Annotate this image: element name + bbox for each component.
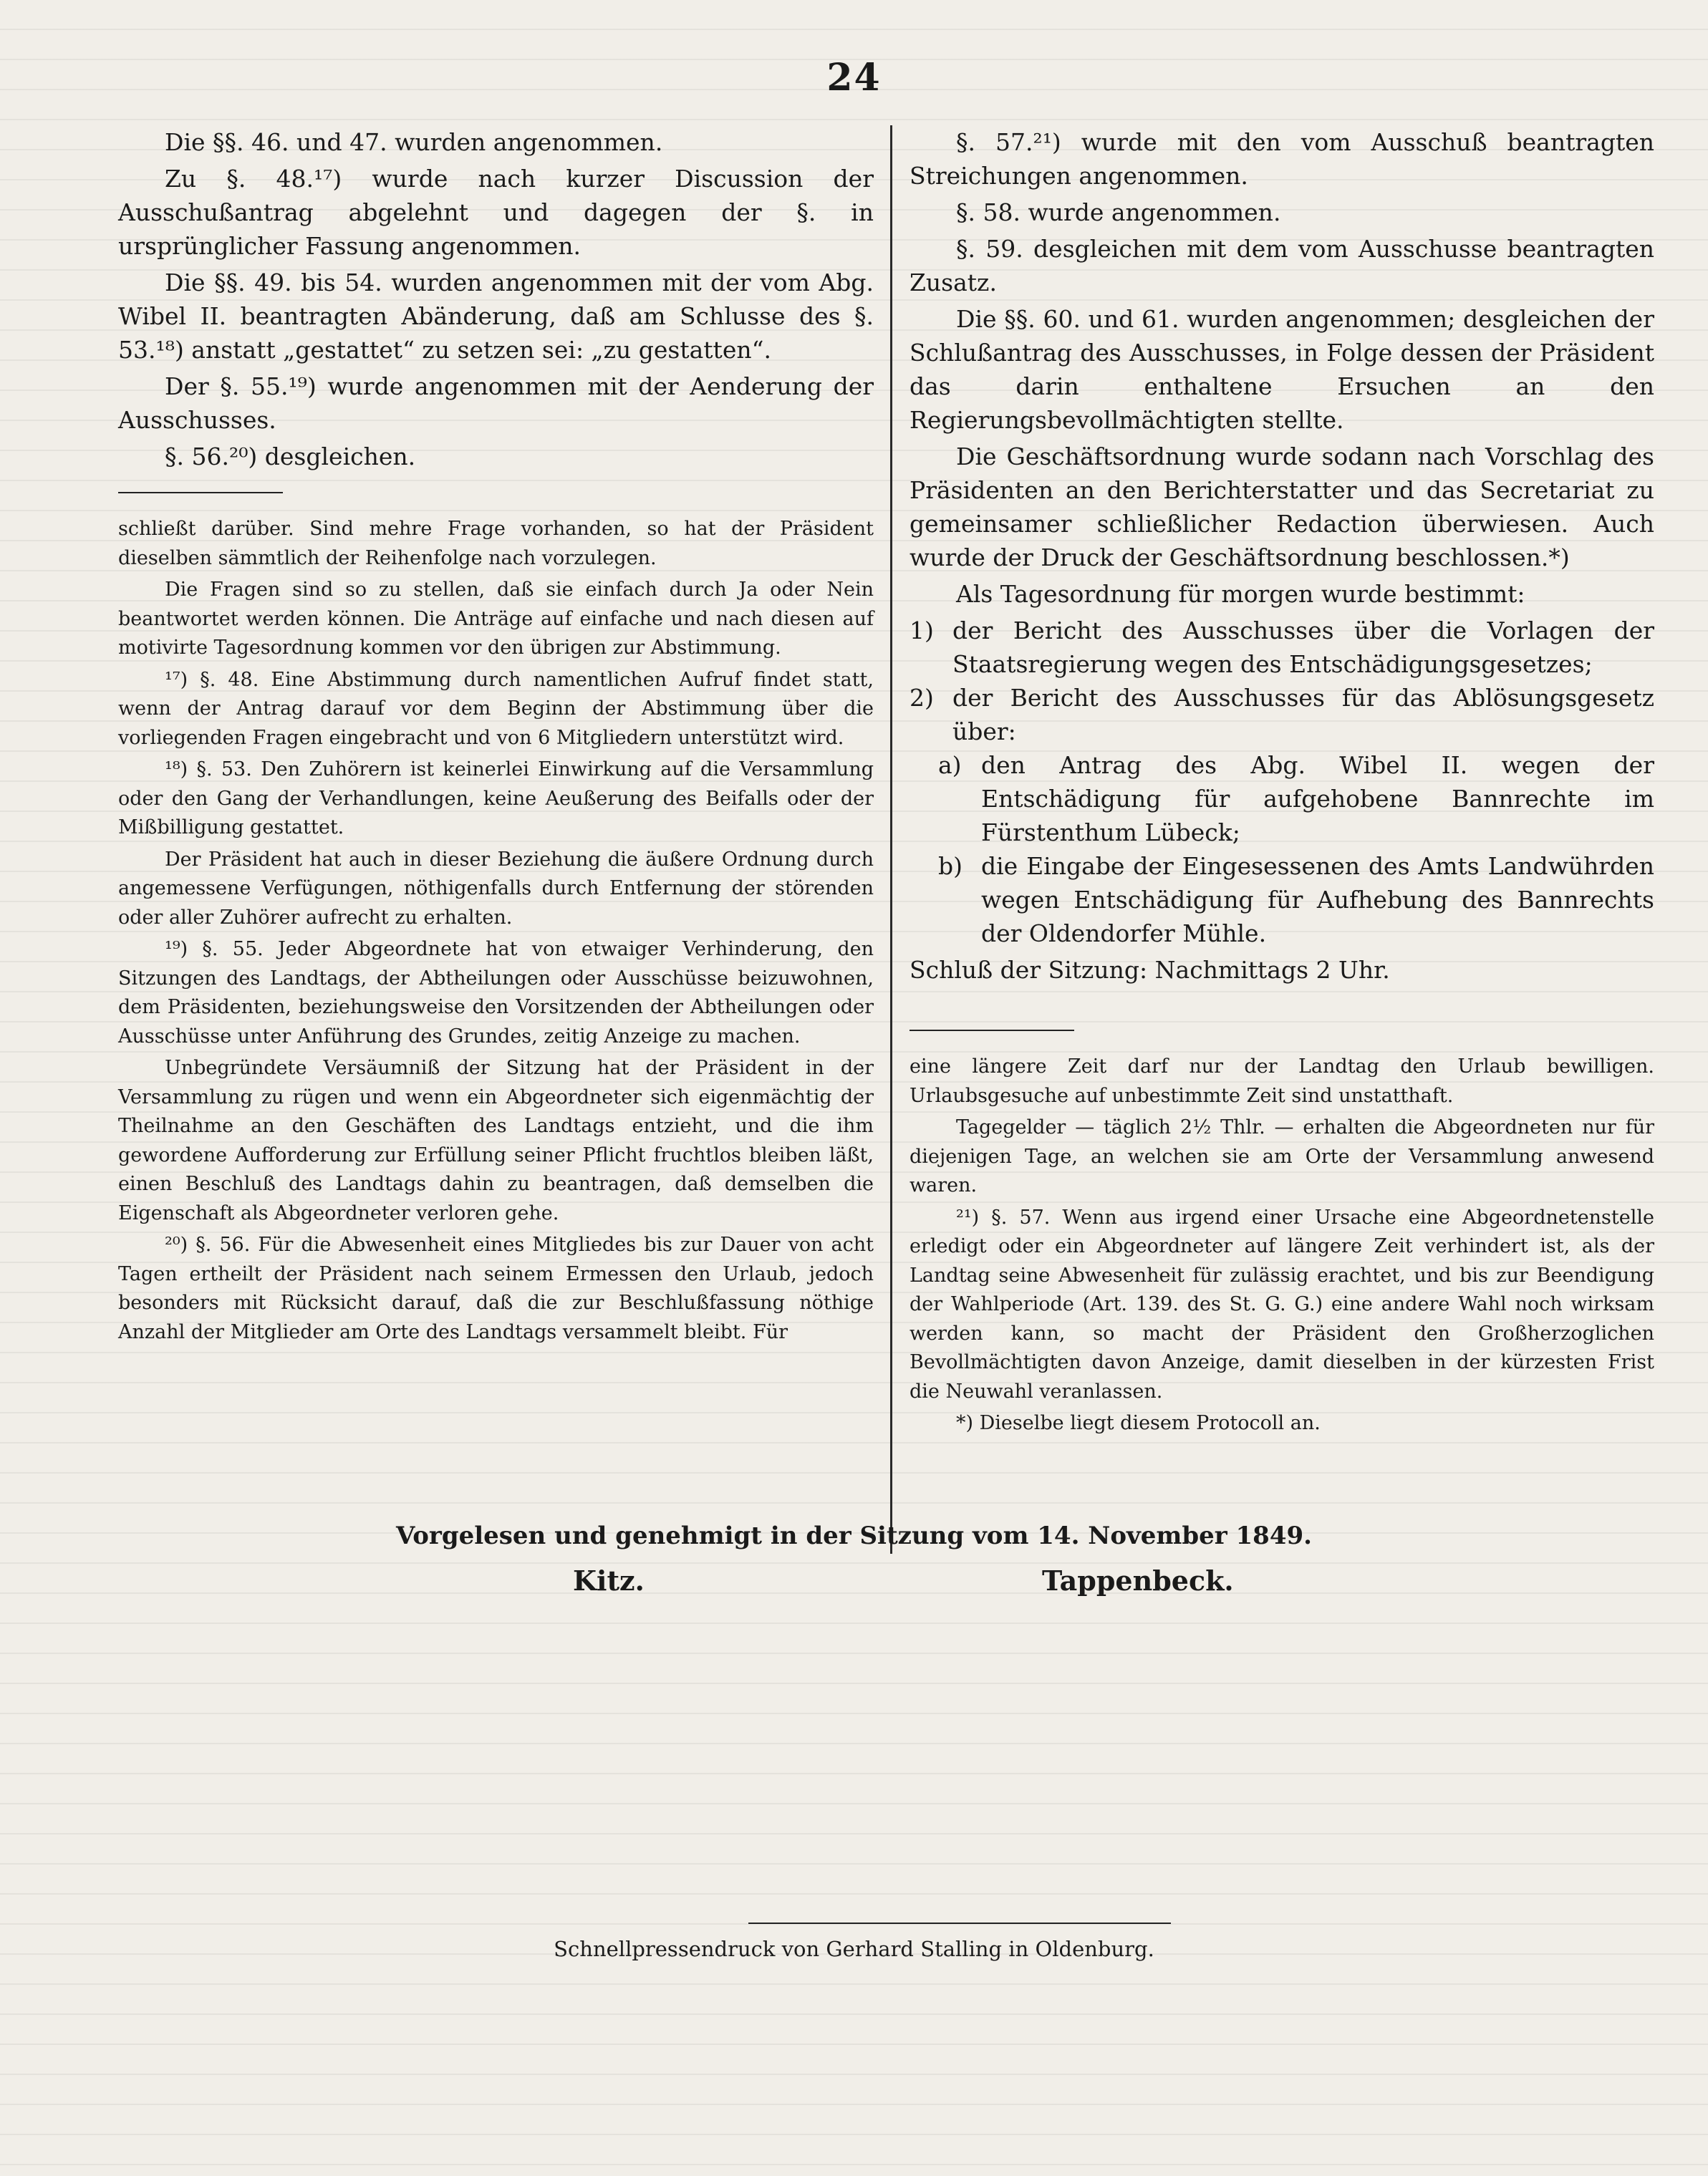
agenda-text: den Antrag des Abg. Wibel II. wegen der Entschädigung für aufgehobene Bannrechte im Fürstenthum Lübeck; [981, 751, 1654, 846]
agenda-item [910, 614, 1654, 681]
paragraph: Die Geschäftsordnung wurde sodann nach Vorschlag des Präsidenten an den Berichterstatter und das Secretariat zu gemeinsamer schließlicher Redaction überwiesen. Auch wurde der Druck der Geschäftsordnung beschlossen.*) [910, 443, 1654, 571]
agenda-text: der Bericht des Ausschusses über die Vorlagen der Staatsregierung wegen des Entschädigungsgesetzes; [952, 616, 1654, 678]
footnote: ¹⁸) §. 53. Den Zuhörern ist keinerlei Einwirkung auf die Versammlung oder den Gang der Verhandlungen, keine Aeußerung des Beifalls oder der Mißbilligung gestattet. [118, 758, 874, 838]
paragraph: §. 59. desgleichen mit dem vom Ausschusse beantragten Zusatz. [910, 235, 1654, 296]
approval-line: Vorgelesen und genehmigt in der Sitzung vom 14. November 1849. [395, 1522, 1312, 1550]
paragraph: Die §§. 60. und 61. wurden angenommen; desgleichen der Schlußantrag des Ausschusses, in Folge dessen der Präsident das darin enthaltene Ersuchen an den Regierungsbevollmächtigten stellte. [910, 305, 1654, 434]
paragraph: Als Tagesordnung für morgen wurde bestimmt: [956, 580, 1525, 608]
footnote: Unbegründete Versäumniß der Sitzung hat der Präsident in der Versammlung zu rügen und wenn ein Abgeordneter sich eigenmächtig der Theilnahme an den Geschäften des Landtags entzieht, und die ihm gewordene Aufforderung zur Erfüllung seiner Pflicht fruchtlos bleiben läßt, einen Beschluß des Landtags dahin zu beantragen, daß demselben die Eigenschaft als Abgeordneter verloren gehe. [118, 1057, 874, 1224]
signature-left: Kitz. [573, 1565, 645, 1597]
agenda-marker: a) [938, 751, 962, 779]
paragraph: §. 57.²¹) wurde mit den vom Ausschuß beantragten Streichungen angenommen. [910, 128, 1654, 190]
closing-line: Schluß der Sitzung: Nachmittags 2 Uhr. [910, 956, 1390, 984]
footnote-rule [910, 1030, 1074, 1031]
paragraph: §. 58. wurde angenommen. [956, 198, 1281, 226]
footnote: ¹⁹) §. 55. Jeder Abgeordnete hat von etwaiger Verhinderung, den Sitzungen des Landtags, der Abtheilungen oder Ausschüsse beizuwohnen, dem Präsidenten, beziehungsweise den Vorsitzenden der Abtheilungen oder Ausschüsse unter Anführung des Grundes, zeitig Anzeige zu machen. [118, 938, 874, 1048]
footnote: ¹⁷) §. 48. Eine Abstimmung durch namentlichen Aufruf findet statt, wenn der Antrag darauf vor dem Beginn der Abstimmung über die vorliegenden Fragen eingebracht und von 6 Mitgliedern unterstützt wird. [118, 668, 874, 749]
page-number: 24 [826, 56, 882, 100]
agenda-item [910, 681, 1654, 748]
printer-imprint: Schnellpressendruck von Gerhard Stalling in Oldenburg. [554, 1937, 1154, 1961]
paragraph: Der §. 55.¹⁹) wurde angenommen mit der Aenderung der Ausschusses. [118, 372, 874, 434]
agenda-marker: 2) [910, 684, 934, 712]
paragraph: Die §§. 46. und 47. wurden angenommen. [165, 128, 663, 156]
agenda-marker: b) [938, 852, 962, 880]
footnote: eine längere Zeit darf nur der Landtag den Urlaub bewilligen. Urlaubsgesuche auf unbestimmte Zeit sind unstatthaft. [910, 1055, 1654, 1107]
footnote: ²⁰) §. 56. Für die Abwesenheit eines Mitgliedes bis zur Dauer von acht Tagen ertheilt der Präsident nach seinem Ermessen den Urlaub, jedoch besonders mit Rücksicht darauf, daß die zur Beschlußfassung nöthige Anzahl der Mitglieder am Orte des Landtags versammelt bleibt. Für [118, 1234, 874, 1343]
signature-right: Tappenbeck. [1042, 1565, 1234, 1597]
agenda-subitem [910, 849, 1654, 950]
agenda-subitem [910, 748, 1654, 849]
right-column [910, 125, 1654, 1441]
footnote: ²¹) §. 57. Wenn aus irgend einer Ursache eine Abgeordnetenstelle erledigt oder ein Abgeordneter auf längere Zeit verhindert ist, als der Landtag seine Abwesenheit für zulässig erachtet, und bis zur Beendigung der Wahlperiode (Art. 139. des St. G. G.) eine andere Wahl noch wirksam werden kann, so macht der Präsident den Großherzoglichen Bevollmächtigten davon Anzeige, damit dieselben in der kürzesten Frist die Neuwahl veranlassen. [910, 1206, 1654, 1403]
agenda-text: der Bericht des Ausschusses für das Ablösungsgesetz über: [952, 684, 1654, 745]
footnote: *) Dieselbe liegt diesem Protocoll an. [956, 1412, 1321, 1434]
footnote-rule [118, 492, 283, 493]
printer-rule [748, 1923, 1171, 1924]
agenda-marker: 1) [910, 616, 934, 644]
footnote: Der Präsident hat auch in dieser Beziehung die äußere Ordnung durch angemessene Verfügungen, nöthigenfalls durch Entfernung der störenden oder aller Zuhörer aufrecht zu erhalten. [118, 848, 874, 929]
paragraph: Die §§. 49. bis 54. wurden angenommen mit der vom Abg. Wibel II. beantragten Abänderung, daß am Schlusse des §. 53.¹⁸) anstatt „gestattet“ zu setzen sei: „zu gestatten“. [118, 269, 874, 364]
footnote: Die Fragen sind so zu stellen, daß sie einfach durch Ja oder Nein beantwortet werden können. Die Anträge auf einfache und nach diesen auf motivirte Tagesordnung kommen vor den übrigen zur Abstimmung. [118, 579, 874, 659]
footnote: schließt darüber. Sind mehre Frage vorhanden, so hat der Präsident dieselben sämmtlich der Reihenfolge nach vorzulegen. [118, 518, 874, 569]
footnote: Tagegelder — täglich 2½ Thlr. — erhalten die Abgeordneten nur für diejenigen Tage, an welchen sie am Orte der Versammlung anwesend waren. [910, 1116, 1654, 1196]
agenda-text: die Eingabe der Eingesessenen des Amts Landwührden wegen Entschädigung für Aufhebung des Bannrechts der Oldendorfer Mühle. [981, 852, 1654, 947]
paragraph: Zu §. 48.¹⁷) wurde nach kurzer Discussion der Ausschußantrag abgelehnt und dagegen der §. in ursprünglicher Fassung angenommen. [118, 165, 874, 260]
left-column [118, 125, 874, 1350]
paragraph: §. 56.²⁰) desgleichen. [165, 443, 416, 470]
column-divider [890, 125, 892, 1554]
